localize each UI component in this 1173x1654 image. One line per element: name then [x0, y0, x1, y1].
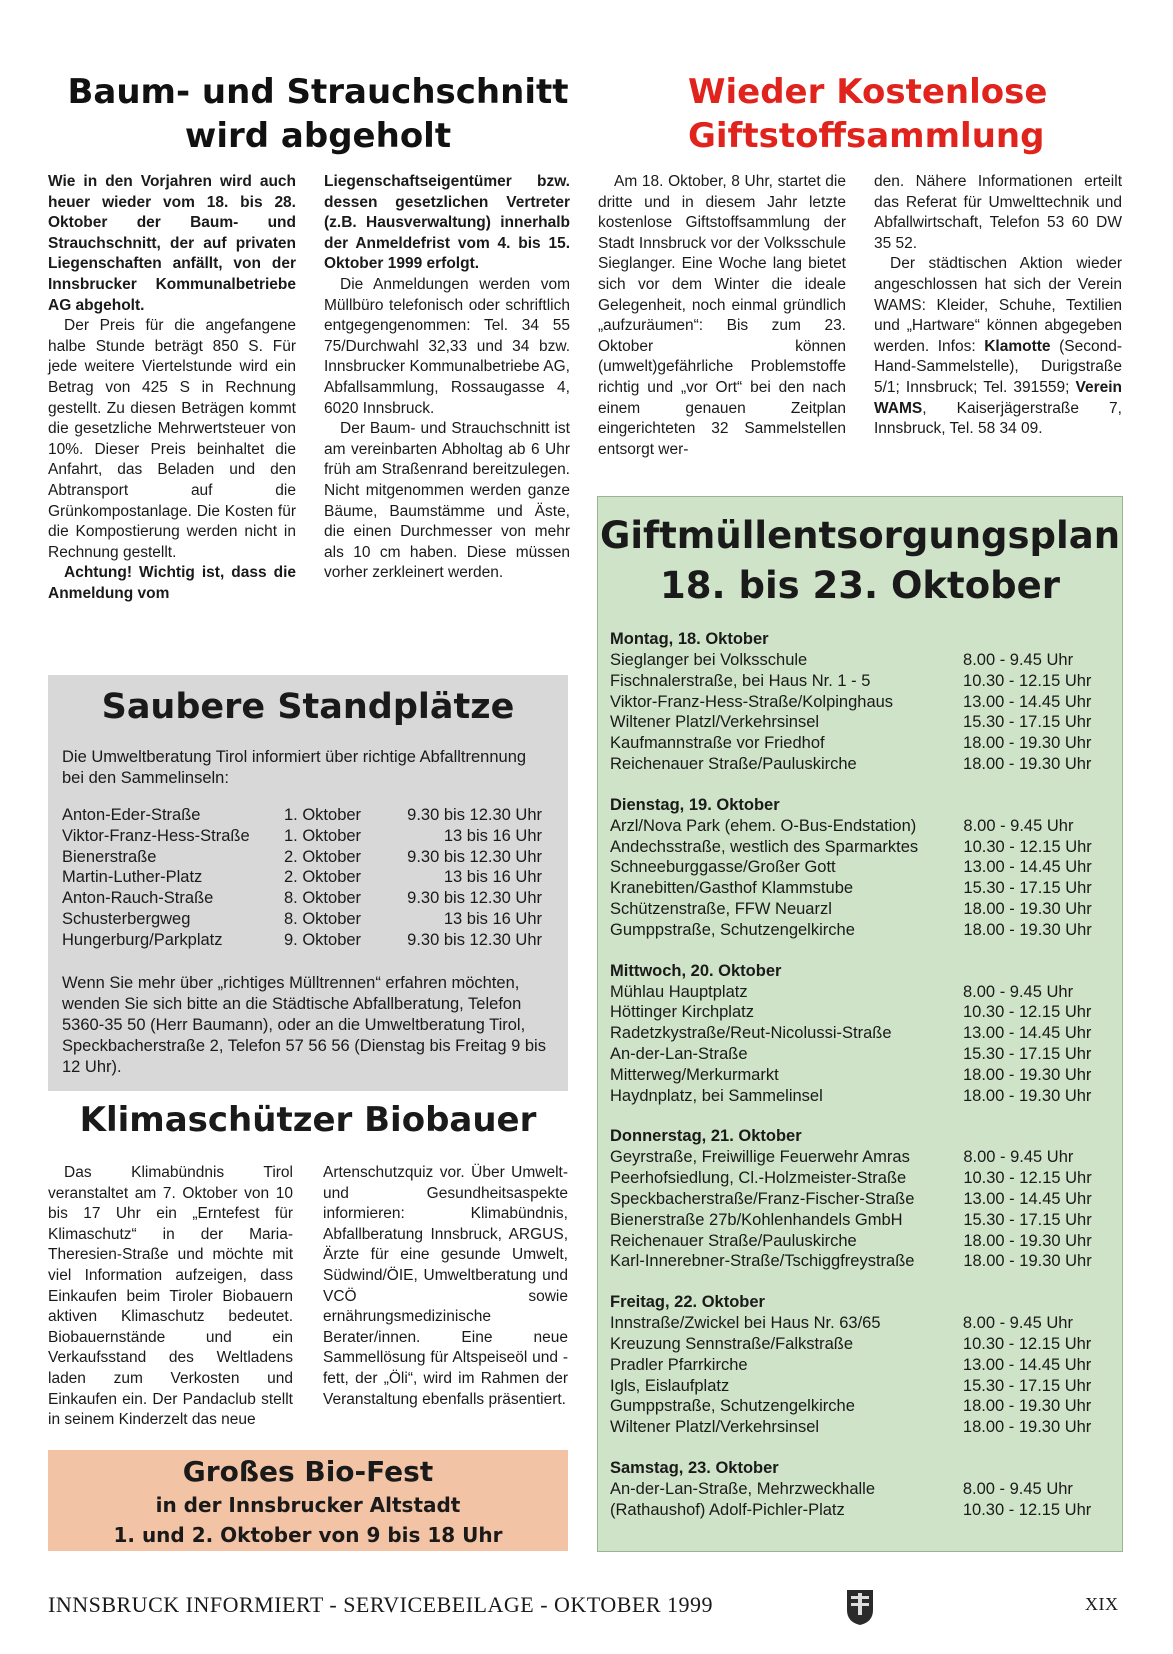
saubere-date: 1. Oktober: [284, 826, 362, 845]
plan-row: [610, 816, 1114, 837]
plan-location: Gumppstraße, Schutzengelkirche: [610, 1397, 855, 1416]
plan-location: Viktor-Franz-Hess-Straße/Kolpinghaus: [610, 692, 894, 711]
plan-time: 13.00 - 14.45 Uhr: [963, 1024, 1092, 1043]
plan-location: Kranebitten/Gasthof Klammstube: [610, 879, 854, 898]
plan-time: 8.00 - 9.45 Uhr: [962, 1314, 1073, 1333]
plan-location: Innstraße/Zwickel bei Haus Nr. 63/65: [610, 1314, 881, 1333]
plan-time: 10.30 - 12.15 Uhr: [963, 671, 1092, 690]
plan-row: [610, 1334, 1114, 1355]
saubere-row: [62, 909, 542, 930]
plan-location: Schneeburggasse/Großer Gott: [610, 858, 836, 877]
biofest-title: Großes Bio-Fest: [182, 1455, 434, 1488]
saubere-row: [62, 888, 542, 909]
saubere-title: Saubere Standplätze: [101, 687, 515, 727]
klima-title: Klimaschützer Biobauer: [79, 1100, 537, 1140]
plan-day-block: [610, 1126, 1114, 1272]
plan-time: 15.30 - 17.15 Uhr: [963, 1210, 1092, 1229]
plan-time: 10.30 - 12.15 Uhr: [962, 1500, 1092, 1519]
saubere-date: 2. Oktober: [284, 868, 362, 887]
plan-time: 15.30 - 17.15 Uhr: [963, 713, 1092, 732]
plan-time: 8.00 - 9.45 Uhr: [963, 1148, 1074, 1167]
plan-row: [610, 878, 1114, 899]
plan-location: Schützenstraße, FFW Neuarzl: [610, 899, 832, 918]
plan-title: Giftmüllentsorgungsplan 18. bis 23. Oktober: [599, 514, 1121, 607]
plan-location: (Rathaushof) Adolf-Pichler-Platz: [610, 1500, 845, 1519]
saubere-time: 13 bis 16 Uhr: [443, 868, 542, 887]
baum-title: Baum- und Strauchschnitt wird abgeholt: [67, 72, 569, 156]
saubere-location: Hungerburg/Parkplatz: [62, 930, 223, 949]
plan-time: 18.00 - 19.30 Uhr: [963, 1065, 1092, 1084]
plan-row: [610, 1251, 1114, 1272]
plan-time: 13.00 - 14.45 Uhr: [963, 1189, 1092, 1208]
saubere-date: 8. Oktober: [284, 909, 362, 928]
biofest-box: [48, 1450, 568, 1551]
saubere-intro: Die Umweltberatung Tirol informiert über richtige Abfalltrennung bei den Sammelinseln:: [62, 748, 527, 787]
plan-row: [610, 837, 1114, 858]
plan-row: [610, 1189, 1114, 1210]
plan-day-heading: Samstag, 23. Oktober: [610, 1458, 779, 1477]
saubere-table: [62, 805, 542, 951]
plan-row: [610, 712, 1114, 733]
plan-day-block: [610, 795, 1114, 941]
plan-location: An-der-Lan-Straße: [610, 1044, 748, 1063]
plan-row: [610, 857, 1114, 878]
baum-column-2: [324, 172, 570, 584]
plan-row: [610, 650, 1114, 671]
saubere-row: [62, 930, 542, 951]
plan-location: Geyrstraße, Freiwillige Feuerwehr Amras: [610, 1148, 910, 1167]
plan-location: Mitterweg/Merkurmarkt: [610, 1065, 779, 1084]
plan-box: [597, 496, 1123, 1552]
plan-day-table: [610, 982, 1114, 1107]
saubere-date: 8. Oktober: [284, 889, 362, 908]
plan-day-block: [610, 1292, 1114, 1438]
plan-time: 13.00 - 14.45 Uhr: [963, 858, 1092, 877]
plan-row: [610, 1086, 1114, 1107]
gift-title: Wieder Kostenlose Giftstoffsammlung: [688, 72, 1048, 156]
plan-row: [610, 671, 1114, 692]
plan-location: Radetzkystraße/Reut-Nicolussi-Straße: [610, 1024, 892, 1043]
plan-day-heading: Mittwoch, 20. Oktober: [610, 961, 782, 980]
saubere-time: 9.30 bis 12.30 Uhr: [407, 930, 542, 949]
baum-pickup-paragraph: Der Baum- und Strauchschnitt ist am vereinbarten Abholtag ab 6 Uhr früh am Straßenrand bereitzulegen. Nicht mitgenommen werden ganze Bäume, Baumstämme und Äste, die einen Durchmesser von mehr als 10 cm haben. Diese müssen vorher zerkleinert werden.: [324, 420, 570, 582]
plan-time: 18.00 - 19.30 Uhr: [963, 1086, 1092, 1105]
plan-location: Pradler Pfarrkirche: [610, 1355, 748, 1374]
plan-location: Andechsstraße, westlich des Sparmarktes: [610, 837, 919, 856]
plan-location: An-der-Lan-Straße, Mehrzweckhalle: [610, 1479, 876, 1498]
gift-column-2: [874, 172, 1122, 440]
biofest-dates: 1. und 2. Oktober von 9 bis 18 Uhr: [113, 1523, 503, 1547]
plan-location: Reichenauer Straße/Pauluskirche: [610, 754, 857, 773]
plan-day-table: [610, 1313, 1114, 1438]
plan-row: [610, 692, 1114, 713]
plan-row: [610, 982, 1114, 1003]
plan-location: Mühlau Hauptplatz: [610, 982, 748, 1001]
klima-paragraph-2: Artenschutzquiz vor. Über Umwelt- und Gesundheitsaspekte informieren: Klimabündnis, Abfallberatung Innsbruck, ARGUS, Ärzte für eine gesunde Umwelt, Südwind/ÖIE, Umweltberatung und VCÖ sowie ernährungsmedizinische Berater/innen. Eine neue Sammellösung für Altspeiseöl und -fett, der „Öli“, wird im Rahmen der Veranstaltung ebenfalls präsentiert.: [323, 1164, 568, 1408]
plan-time: 10.30 - 12.15 Uhr: [963, 837, 1092, 856]
plan-row: [610, 754, 1114, 775]
gift-info-paragraph: den. Nähere Informationen erteilt das Referat für Umwelttechnik und Abfallwirtschaft, Telefon 53 60 DW 35 52.: [874, 173, 1122, 252]
biofest-location: in der Innsbrucker Altstadt: [155, 1493, 461, 1517]
saubere-date: 9. Oktober: [284, 930, 362, 949]
plan-day-table: [610, 650, 1114, 775]
plan-row: [610, 1168, 1114, 1189]
plan-row: [610, 733, 1114, 754]
plan-time: 13.00 - 14.45 Uhr: [962, 1355, 1092, 1374]
plan-location: Kaufmannstraße vor Friedhof: [610, 734, 825, 753]
plan-row: [610, 1417, 1114, 1438]
plan-day-table: [610, 816, 1114, 941]
saubere-time: 9.30 bis 12.30 Uhr: [407, 889, 542, 908]
plan-row: [610, 1065, 1114, 1086]
plan-time: 15.30 - 17.15 Uhr: [963, 1044, 1092, 1063]
plan-time: 15.30 - 17.15 Uhr: [962, 1376, 1092, 1395]
plan-time: 18.00 - 19.30 Uhr: [962, 1418, 1092, 1437]
plan-location: Reichenauer Straße/Pauluskirche: [610, 1231, 857, 1250]
plan-time: 8.00 - 9.45 Uhr: [963, 982, 1074, 1001]
plan-day-heading: Freitag, 22. Oktober: [610, 1293, 765, 1312]
plan-row: [610, 1500, 1114, 1521]
saubere-location: Viktor-Franz-Hess-Straße: [62, 826, 250, 845]
plan-time: 15.30 - 17.15 Uhr: [963, 879, 1092, 898]
saubere-location: Schusterbergweg: [62, 909, 191, 928]
plan-day-table: [610, 1479, 1114, 1521]
footer-text: INNSBRUCK INFORMIERT - SERVICEBEILAGE - OKTOBER 1999: [48, 1592, 714, 1617]
saubere-time: 9.30 bis 12.30 Uhr: [407, 806, 542, 824]
plan-time: 18.00 - 19.30 Uhr: [962, 1397, 1092, 1416]
baum-price-paragraph: Der Preis für die angefangene halbe Stunde beträgt 850 S. Für jede weitere Viertelstunde wird ein Betrag von 425 S in Rechnung gestellt. Zu diesen Beträgen kommt die gesetzliche Mehrwertsteuer von 10%. Dieser Preis beinhaltet die Anfahrt, das Beladen und den Abtransport auf die Grünkompostanlage. Die Kosten für die Kompostierung werden nicht in Rechnung gestellt.: [48, 317, 296, 561]
baum-registration-paragraph: Die Anmeldungen werden vom Müllbüro telefonisch oder schriftlich entgegengenommen: Tel. 34 55 75/Durchwahl 32,33 und 34 bzw. Innsbrucker Kommunalbetriebe AG, Abfallsammlung, Rossaugasse 4, 6020 Innsbruck.: [324, 275, 570, 417]
baum-column-1: [48, 172, 296, 604]
plan-location: Karl-Innerebner-Straße/Tschiggfreystraße: [610, 1252, 915, 1271]
plan-row: [610, 1023, 1114, 1044]
plan-row: [610, 1376, 1114, 1397]
plan-row: [610, 1147, 1114, 1168]
plan-time: 10.30 - 12.15 Uhr: [962, 1334, 1092, 1353]
plan-day-table: [610, 1147, 1114, 1272]
plan-schedule: [610, 629, 1114, 1541]
plan-time: 8.00 - 9.45 Uhr: [963, 816, 1074, 835]
plan-day-heading: Dienstag, 19. Oktober: [610, 795, 780, 814]
city-crest-icon: [845, 1588, 875, 1626]
saubere-row: [62, 805, 542, 826]
gift-column-1: [598, 172, 846, 460]
plan-row: [610, 1231, 1114, 1252]
plan-location: Haydnplatz, bei Sammelinsel: [610, 1086, 823, 1105]
plan-row: [610, 920, 1114, 941]
plan-row: [610, 899, 1114, 920]
gift-intro-paragraph: Am 18. Oktober, 8 Uhr, startet die dritte und in diesem Jahr letzte kostenlose Giftstoffsammlung der Stadt Innsbruck vor der Volksschule Sieglanger. Eine Woche lang bietet sich vor dem Winter die ideale Gelegenheit, noch einmal gründlich „aufzuräumen“: Bis zum 23. Oktober können (umwelt)gefährliche Problemstoffe richtig und „vor Ort“ bei den nach einem genauen Zeitplan eingerichteten 32 Sammelstellen entsorgt wer-: [598, 173, 846, 458]
baum-lead: Wie in den Vorjahren wird auch heuer wieder vom 18. bis 28. Oktober der Baum- und Strauchschnitt, der auf privaten Liegenschaften anfällt, von der Innsbrucker Kommunalbetriebe AG abgeholt.: [48, 173, 296, 314]
saubere-date: 2. Oktober: [284, 847, 362, 866]
saubere-time: 13 bis 16 Uhr: [443, 909, 542, 928]
plan-time: 18.00 - 19.30 Uhr: [963, 734, 1092, 753]
plan-time: 18.00 - 19.30 Uhr: [963, 1252, 1092, 1271]
saubere-location: Anton-Rauch-Straße: [62, 889, 214, 908]
klima-column-2: [323, 1163, 568, 1410]
plan-time: 13.00 - 14.45 Uhr: [963, 692, 1092, 711]
plan-time: 18.00 - 19.30 Uhr: [963, 754, 1092, 773]
plan-time: 10.30 - 12.15 Uhr: [963, 1169, 1092, 1188]
plan-location: Fischnalerstraße, bei Haus Nr. 1 - 5: [610, 671, 871, 690]
saubere-time: 9.30 bis 12.30 Uhr: [407, 847, 542, 866]
plan-location: Bienerstraße 27b/Kohlenhandels GmbH: [610, 1210, 903, 1229]
baum-attention: Achtung! Wichtig ist, dass die Anmeldung vom: [48, 564, 296, 602]
saubere-row: [62, 847, 542, 868]
plan-location: Wiltener Platzl/Verkehrsinsel: [610, 1418, 820, 1437]
page-number: XIX: [1085, 1594, 1119, 1614]
plan-location: Arzl/Nova Park (ehem. O-Bus-Endstation): [610, 816, 917, 835]
plan-row: [610, 1313, 1114, 1334]
baum-owner-paragraph: Liegenschaftseigentümer bzw. dessen gesetzlichen Vertreter (z.B. Hausverwaltung) innerhalb der Anmeldefrist vom 4. bis 15. Oktober 1999 erfolgt.: [324, 173, 570, 273]
plan-time: 10.30 - 12.15 Uhr: [963, 1003, 1092, 1022]
klima-column-1: [48, 1163, 293, 1431]
plan-location: Sieglanger bei Volksschule: [610, 651, 808, 669]
plan-day-block: [610, 629, 1114, 775]
plan-time: 8.00 - 9.45 Uhr: [963, 651, 1074, 669]
plan-row: [610, 1044, 1114, 1065]
plan-time: 8.00 - 9.45 Uhr: [962, 1479, 1073, 1498]
plan-location: Peerhofsiedlung, Cl.-Holzmeister-Straße: [610, 1169, 907, 1188]
plan-row: [610, 1210, 1114, 1231]
gift-wams-paragraph: Der städtischen Aktion wieder angeschlossen hat sich der Verein WAMS: Kleider, Schuhe, Textilien und „Hartware“ können abgegeben werden. Infos: Klamotte (Second-Hand-Sammelstelle), Durigstraße 5/1; Innsbruck; Tel. 391559; Verein WAMS, Kaiserjägerstraße 7, Innsbruck, Tel. 58 34 09.: [874, 255, 1122, 438]
plan-location: Gumppstraße, Schutzengelkirche: [610, 920, 855, 939]
plan-time: 18.00 - 19.30 Uhr: [963, 1231, 1092, 1250]
saubere-box: [48, 675, 568, 1091]
saubere-location: Martin-Luther-Platz: [62, 868, 203, 887]
plan-row: [610, 1396, 1114, 1417]
plan-location: Wiltener Platzl/Verkehrsinsel: [610, 713, 820, 732]
plan-location: Igls, Eislaufplatz: [610, 1376, 730, 1395]
plan-time: 18.00 - 19.30 Uhr: [963, 899, 1092, 918]
plan-location: Höttinger Kirchplatz: [610, 1003, 754, 1022]
saubere-outro: Wenn Sie mehr über „richtiges Mülltrennen“ erfahren möchten, wenden Sie sich bitte an die Städtische Abfallberatung, Telefon 5360-35 50 (Herr Baumann), oder an die Umweltberatung Tirol, Speckbacherstraße 2, Telefon 57 56 56 (Dienstag bis Freitag 9 bis 12 Uhr).: [62, 974, 546, 1076]
plan-row: [610, 1355, 1114, 1376]
saubere-location: Bienerstraße: [62, 847, 157, 866]
saubere-row: [62, 867, 542, 888]
saubere-location: Anton-Eder-Straße: [62, 806, 201, 824]
plan-day-block: [610, 1458, 1114, 1521]
plan-location: Speckbacherstraße/Franz-Fischer-Straße: [610, 1189, 915, 1208]
plan-row: [610, 1002, 1114, 1023]
plan-row: [610, 1479, 1114, 1500]
saubere-time: 13 bis 16 Uhr: [443, 826, 542, 845]
plan-location: Kreuzung Sennstraße/Falkstraße: [610, 1334, 854, 1353]
plan-day-block: [610, 961, 1114, 1107]
saubere-date: 1. Oktober: [284, 806, 362, 824]
plan-day-heading: Donnerstag, 21. Oktober: [610, 1127, 802, 1146]
plan-time: 18.00 - 19.30 Uhr: [963, 920, 1092, 939]
plan-day-heading: Montag, 18. Oktober: [610, 630, 769, 648]
klima-paragraph-1: Das Klimabündnis Tirol veranstaltet am 7. Oktober von 10 bis 17 Uhr ein „Erntefest für Klimaschutz“ in der Maria-Theresien-Straße und möchte mit viel Information aufzeigen, dass Einkaufen beim Tiroler Biobauern aktiven Klimaschutz bedeutet. Biobauernstände und ein Verkaufsstand des Weltladens laden zum Verkosten und Einkaufen ein. Der Pandaclub stellt in seinem Kinderzelt das neue: [48, 1164, 293, 1429]
saubere-row: [62, 826, 542, 847]
